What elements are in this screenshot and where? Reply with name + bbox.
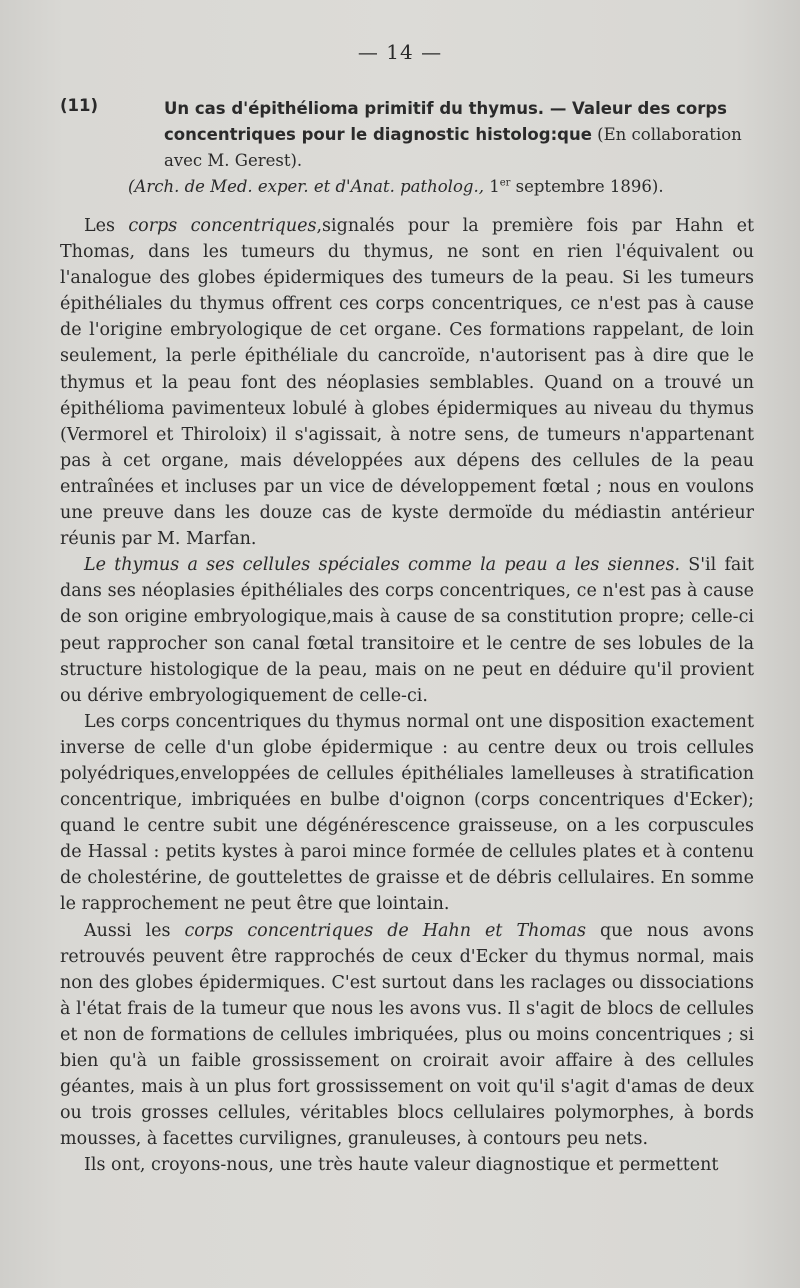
paragraph-2 xyxy=(60,552,754,709)
p1-italic: corps concentriques xyxy=(128,216,317,236)
p1-text-b: ,signalés pour la première fois par Hahn et Thomas, dans les tumeurs du thymus, ne sont en rien l'équivalent ou l'analogue des globes épidermiques des tumeurs de la peau. Si les tumeurs épithéliales du thymus offrent ces corps concentriques, ce n'est pas à cause de l'origine embryologique de cet organe. Ces formations rappelant, de loin seulement, la perle épithéliale du cancroïde, n'autorisent pas à dire que le thymus et la peau font des néoplasies semblables. Quand on a trouvé un épithélioma pavimenteux lobulé à globes épidermiques au niveau du thymus (Vermorel et Thiroloix) il s'agissait, à notre sens, de tumeurs n'appartenant pas à cet organe, mais développées aux dépens des cellules de la peau entraînées et incluses par un vice de développement fœtal ; nous en voulons une preuve dans les douze cas de kyste dermoïde du médiastin antérieur réunis par M. Marfan. xyxy=(60,216,754,550)
entry-source xyxy=(128,174,760,200)
entry-collab: (En collaboration avec M. Gerest). xyxy=(164,125,742,170)
entry-source-date-pre: 1 xyxy=(489,177,500,196)
page-number: — 14 — xyxy=(357,40,443,64)
p4-text-a: Aussi les xyxy=(84,920,185,941)
entry-title-text: Un cas d'épithélioma primitif du thymus. — Valeur des corps concentriques pour le diagnostic histolog:que xyxy=(164,99,727,144)
paragraph-4 xyxy=(60,918,754,1153)
bibliography-entry xyxy=(60,96,760,200)
entry-number: (11) xyxy=(60,96,99,115)
paragraph-3: Les corps concentriques du thymus normal ont une disposition exactement inverse de celle d'un globe épidermique : au centre deux ou trois cellules polyédriques,enveloppées de cellules épithéliales lamelleuses à stratification concentrique, imbriquées en bulbe d'oignon (corps concentriques d'Ecker); quand le centre subit une dégénérescence graisseuse, on a les corpuscules de Hassal : petits kystes à paroi mince formée de cellules plates et à contenu de cholestérine, de gouttelettes de graisse et de débris cellulaires. En somme le rapprochement ne peut être que lointain. xyxy=(60,711,754,915)
p2-italic: Le thymus a ses cellules spéciales comme la peau a les siennes. xyxy=(84,555,681,576)
p4-italic: corps concentriques de Hahn et Thomas xyxy=(184,920,586,941)
p4-text-b: que nous avons retrouvés peuvent être rapprochés de ceux d'Ecker du thymus normal, mais non des globes épidermiques. C'est surtout dans les raclages ou dissociations à l'état frais de la tumeur que nous les avons vus. Il s'agit de blocs de cellules et non de formations de cellules imbriquées, plus ou moins concentriques ; si bien qu'à un faible grossissement on croirait avoir affaire à des cellules géantes, mais à un plus fort grossissement on voit qu'il s'agit d'amas de deux ou trois grosses cellules, véritables blocs cellulaires polymorphes, à bords mousses, à facettes curvilignes, granuleuses, à contours peu nets. xyxy=(60,920,755,1150)
p2-text: S'il fait dans ses néoplasies épithéliales des corps concentriques, ce n'est pas à cause de son origine embryologique,mais à cause de sa constitution propre; celle-ci peut rapprocher son canal fœtal transitoire et le centre de ses lobules de la structure histologique de la peau, mais on ne peut en déduire qu'il provient ou dérive embryologiquement de celle-ci. xyxy=(60,555,754,706)
entry-source-date-post: septembre 1896). xyxy=(515,177,664,196)
entry-source-date-sup: er xyxy=(499,177,511,189)
entry-source-journal: (Arch. de Med. exper. et d'Anat. patholog., xyxy=(128,177,484,196)
entry-title xyxy=(164,96,760,174)
p1-text-a: Les xyxy=(84,216,129,236)
body-text xyxy=(60,213,754,1178)
paragraph-1 xyxy=(60,213,754,552)
paragraph-5: Ils ont, croyons-nous, une très haute valeur diagnostique et permettent xyxy=(84,1155,719,1176)
